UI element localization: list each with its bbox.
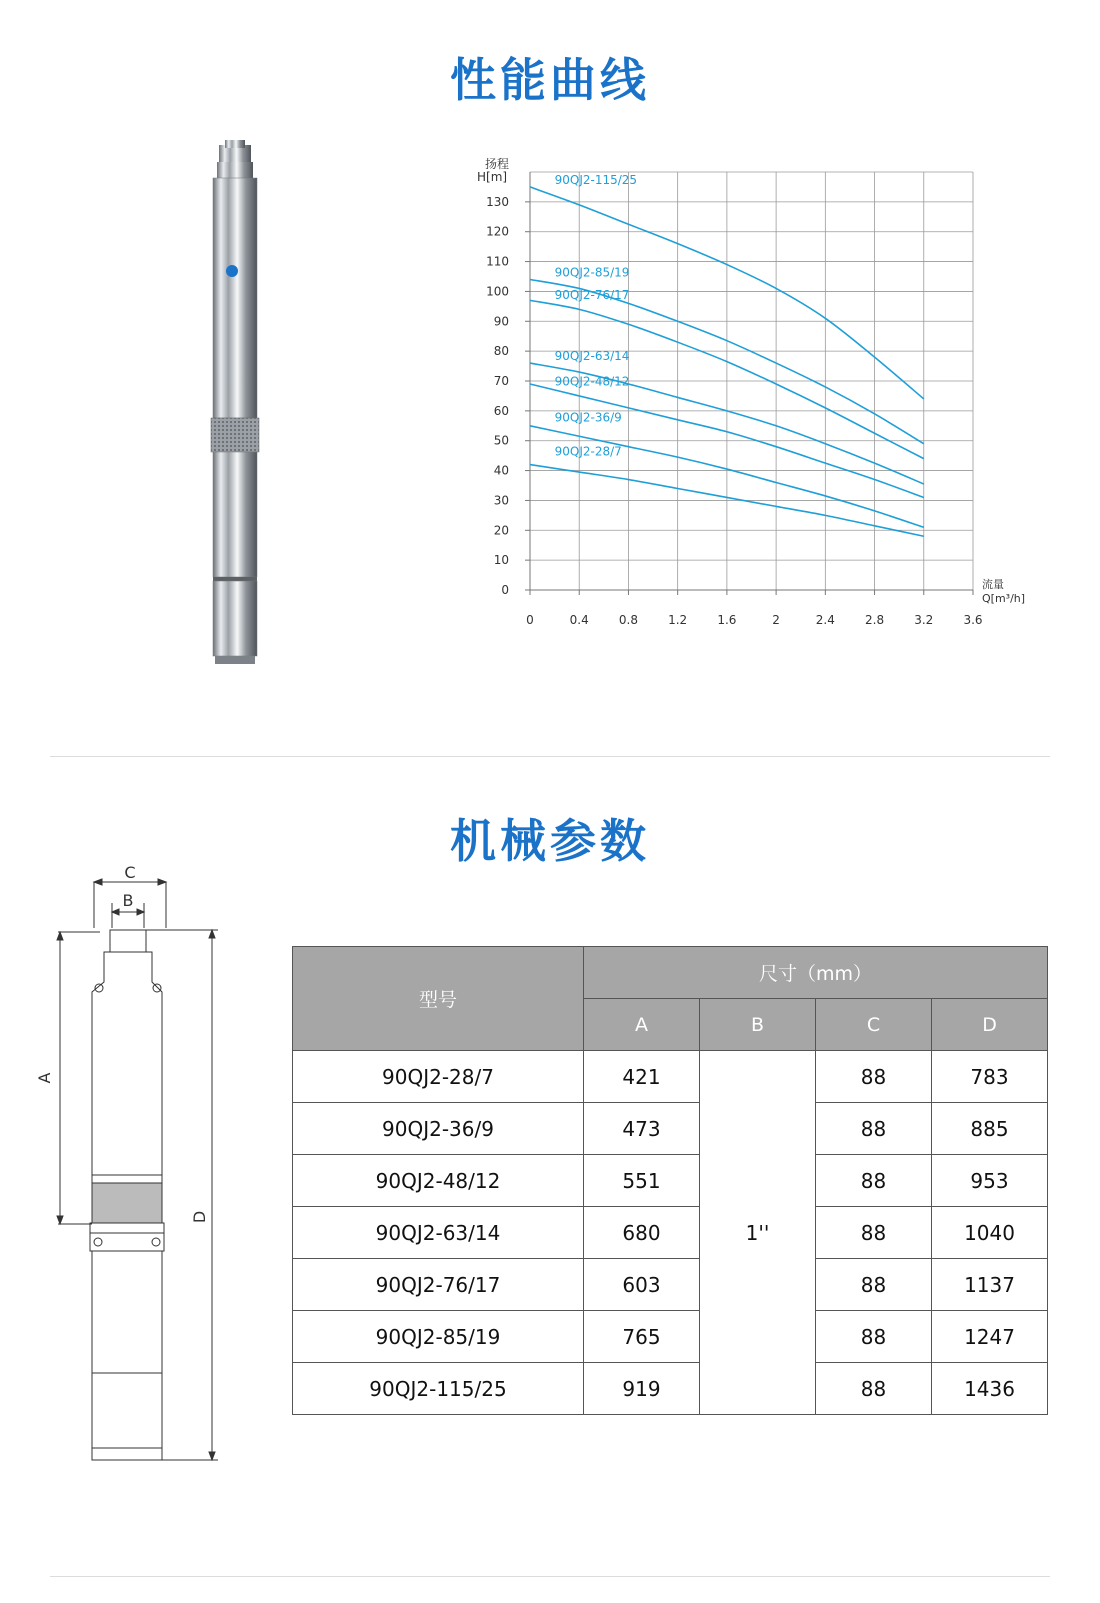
c-cell: 88 (816, 1259, 932, 1311)
y-tick-label: 90 (493, 314, 509, 329)
col-c-header: C (816, 999, 932, 1051)
series-label: 90QJ2-85/19 (554, 265, 630, 280)
table-row (293, 1363, 1048, 1415)
c-cell: 88 (816, 1155, 932, 1207)
y-axis-label-line2: H[m] (477, 170, 508, 184)
d-cell: 1040 (932, 1207, 1048, 1259)
series-label: 90QJ2-63/14 (554, 349, 630, 364)
y-axis-label-line1: 扬程 (485, 157, 510, 171)
d-cell: 1247 (932, 1311, 1048, 1363)
y-tick-label: 0 (501, 583, 509, 597)
y-tick-labels (486, 195, 530, 597)
y-tick-label: 40 (493, 463, 509, 478)
x-tick-label: 3.6 (963, 613, 983, 627)
d-cell: 1436 (932, 1363, 1048, 1415)
section-divider (50, 1576, 1050, 1577)
a-cell: 603 (584, 1259, 700, 1311)
x-tick-label: 0.8 (618, 613, 638, 627)
series-label: 90QJ2-76/17 (554, 287, 630, 302)
size-header: 尺寸（mm） (584, 947, 1048, 999)
x-tick-label: 0 (526, 613, 534, 627)
mechanical-params-title: 机械参数 (450, 814, 650, 868)
pump-product-image (205, 140, 265, 680)
a-cell: 680 (584, 1207, 700, 1259)
dim-a-label: A (35, 1072, 54, 1084)
x-tick-label: 2 (772, 613, 780, 627)
table-row (293, 1259, 1048, 1311)
d-cell: 1137 (932, 1259, 1048, 1311)
col-b-header: B (700, 999, 816, 1051)
y-tick-label: 120 (486, 224, 509, 239)
x-tick-label: 2.4 (815, 613, 835, 627)
c-cell: 88 (816, 1363, 932, 1415)
series-label: 90QJ2-36/9 (554, 410, 622, 425)
x-tick-label: 2.8 (865, 613, 885, 627)
table-row (293, 1155, 1048, 1207)
y-tick-label: 50 (493, 433, 509, 448)
a-cell: 919 (584, 1363, 700, 1415)
c-cell: 88 (816, 1311, 932, 1363)
dim-d-label: D (190, 1210, 209, 1224)
c-cell: 88 (816, 1051, 932, 1103)
mechanical-params-table (292, 946, 1048, 1415)
model-cell: 90QJ2-63/14 (293, 1207, 584, 1259)
performance-curve-title: 性能曲线 (450, 53, 650, 107)
performance-chart (470, 150, 1040, 640)
y-tick-label: 110 (486, 254, 509, 269)
d-cell: 885 (932, 1103, 1048, 1155)
section-divider (50, 756, 1050, 757)
table-row (293, 1207, 1048, 1259)
d-cell: 783 (932, 1051, 1048, 1103)
x-tick-label: 1.2 (668, 613, 688, 627)
dim-c-label: C (124, 863, 136, 882)
a-cell: 473 (584, 1103, 700, 1155)
dimension-drawing (35, 863, 240, 1530)
c-cell: 88 (816, 1207, 932, 1259)
model-header: 型号 (293, 947, 584, 1051)
table-row (293, 1051, 1048, 1103)
model-cell: 90QJ2-85/19 (293, 1311, 584, 1363)
dim-b-label: B (122, 891, 134, 910)
y-tick-label: 10 (493, 553, 509, 568)
model-cell: 90QJ2-76/17 (293, 1259, 584, 1311)
a-cell: 765 (584, 1311, 700, 1363)
y-tick-label: 30 (493, 493, 509, 508)
model-cell: 90QJ2-48/12 (293, 1155, 584, 1207)
col-d-header: D (932, 999, 1048, 1051)
model-cell: 90QJ2-28/7 (293, 1051, 584, 1103)
model-cell: 90QJ2-115/25 (293, 1363, 584, 1415)
x-tick-label: 0.4 (569, 613, 589, 627)
x-axis-label-line1: 流量 (982, 578, 1004, 591)
x-tick-label: 1.6 (717, 613, 737, 627)
table-row (293, 1103, 1048, 1155)
y-tick-label: 80 (493, 344, 509, 359)
model-cell: 90QJ2-36/9 (293, 1103, 584, 1155)
y-tick-label: 130 (486, 194, 509, 209)
y-tick-label: 20 (493, 523, 509, 538)
d-cell: 953 (932, 1155, 1048, 1207)
y-tick-label: 100 (486, 284, 509, 299)
y-tick-label: 70 (493, 374, 509, 388)
b-cell-merged: 1'' (700, 1051, 816, 1415)
x-tick-labels (526, 590, 982, 627)
x-tick-label: 3.2 (914, 613, 934, 627)
y-tick-label: 60 (493, 403, 509, 418)
x-axis-label-line2: Q[m³/h] (982, 592, 1026, 605)
series-label: 90QJ2-28/7 (554, 444, 622, 459)
c-cell: 88 (816, 1103, 932, 1155)
series-label: 90QJ2-48/12 (554, 374, 630, 389)
a-cell: 421 (584, 1051, 700, 1103)
series-label: 90QJ2-115/25 (554, 172, 638, 187)
a-cell: 551 (584, 1155, 700, 1207)
table-row (293, 1311, 1048, 1363)
col-a-header: A (584, 999, 700, 1051)
